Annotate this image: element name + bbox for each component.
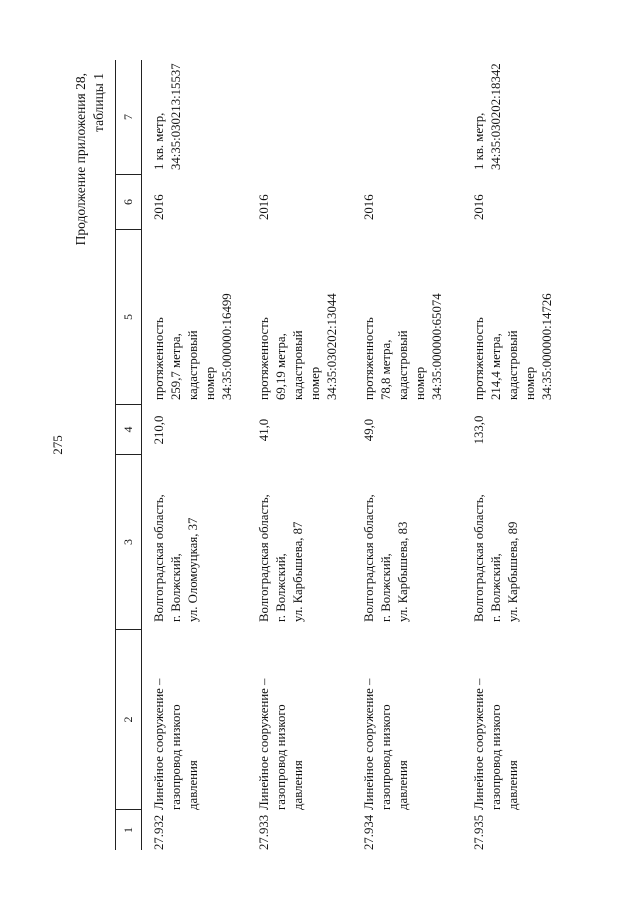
object-year: 2016: [152, 194, 166, 220]
column-header-6: 6: [116, 175, 141, 230]
column-header-7: 7: [116, 60, 141, 175]
row-number: 27.933: [257, 814, 271, 850]
page-number: 275: [50, 435, 65, 455]
object-year: 2016: [257, 194, 271, 220]
object-name: Линейное сооружение – газопровод низкого давления: [472, 678, 520, 810]
object-value: 41,0: [257, 418, 271, 442]
object-description: протяженность 259,7 метра, кадастровый номер 34:35:000000:16499: [152, 293, 234, 400]
object-year: 2016: [362, 194, 376, 220]
row-number: 27.934: [362, 814, 376, 850]
column-header-4: 4: [116, 405, 141, 455]
object-name: Линейное сооружение – газопровод низкого давления: [362, 678, 410, 810]
column-header-3: 3: [116, 455, 141, 630]
column-header-1: 1: [121, 827, 135, 833]
table-row: [250, 60, 360, 850]
object-description: протяженность 214,4 метра, кадастровый номер 34:35:000000:14726: [472, 293, 554, 400]
table-row: [145, 60, 255, 850]
object-name: Линейное сооружение – газопровод низкого давления: [152, 678, 200, 810]
land-plot: 1 кв. метр, 34:35:030213:15537: [152, 63, 183, 170]
land-plot: 1 кв. метр, 34:35:030202:18342: [472, 63, 503, 170]
table-row: [465, 60, 575, 850]
object-address: Волгоградская область, г. Волжский, ул. Карбышева, 87: [257, 494, 305, 622]
row-number: 27.935: [472, 814, 486, 850]
column-header-2: 2: [116, 630, 141, 810]
object-value: 133,0: [472, 415, 486, 445]
column-header-5: 5: [116, 230, 141, 405]
table-header-row: [115, 60, 142, 850]
object-value: 49,0: [362, 418, 376, 442]
object-name: Линейное сооружение – газопровод низкого давления: [257, 678, 305, 810]
table-caption: Продолжение приложения 28, таблицы 1: [73, 73, 106, 246]
row-number: 27.932: [152, 814, 166, 850]
object-year: 2016: [472, 194, 486, 220]
table-row: [355, 60, 465, 850]
object-description: протяженность 69,19 метра, кадастровый номер 34:35:030202:13044: [257, 293, 339, 400]
object-address: Волгоградская область, г. Волжский, ул. Карбышева, 89: [472, 494, 520, 622]
object-value: 210,0: [152, 415, 166, 445]
object-address: Волгоградская область, г. Волжский, ул. Оломоуцкая, 37: [152, 494, 200, 622]
rotated-table: [115, 60, 615, 850]
object-address: Волгоградская область, г. Волжский, ул. Карбышева, 83: [362, 494, 410, 622]
object-description: протяженность 78,8 метра, кадастровый номер 34:35:000000:65074: [362, 293, 444, 400]
